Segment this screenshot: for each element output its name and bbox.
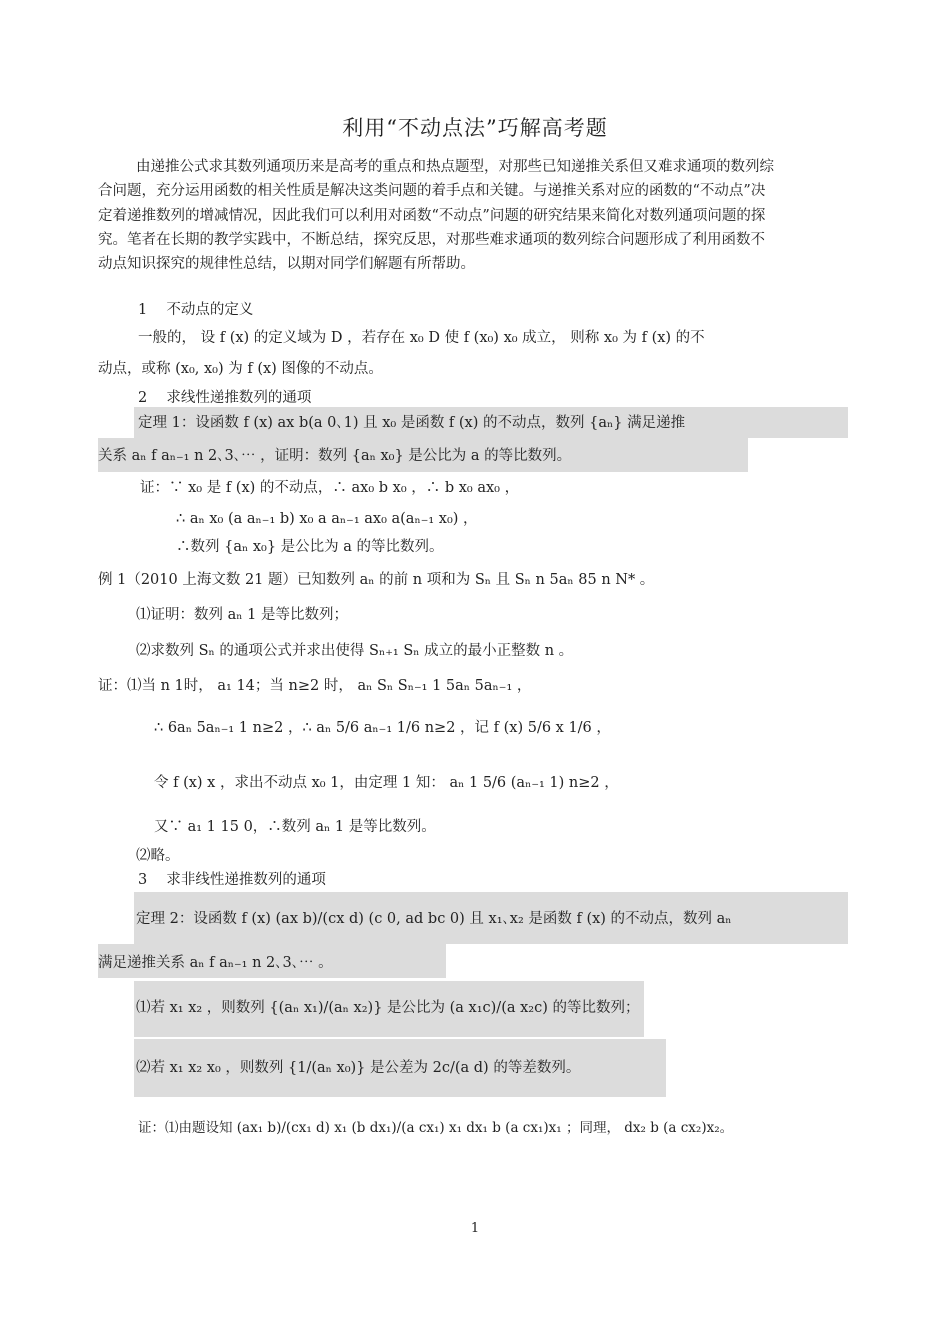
solution-line-5: ⑵略。	[136, 848, 180, 864]
theorem-2-case-2: ⑵若 x₁ x₂ x₀ ，则数列 {1/(aₙ x₀)} 是公差为 2c/(a d) 的等差数列。	[136, 1060, 581, 1076]
intro-paragraph: 由递推公式求其数列通项历来是高考的重点和热点题型，对那些已知递推关系但又难求通项的数列综合问题，充分运用函数的相关性质是解决这类问题的着手点和关键。与递推关系对应的函数的“不动点”决定着递推数列的增减情况，因此我们可以利用对函数“不动点”问题的研究结果来简化对数列通项问题的探究。笔者在长期的教学实践中，不断总结，探究反思，对那些难求通项的数列综合问题形成了利用函数不动点知识探究的规律性总结，以期对同学们解题有所帮助。	[98, 159, 774, 273]
solution-line-1: 证：⑴当 n 1时， a₁ 14；当 n≥2 时， aₙ Sₙ Sₙ₋₁ 1 5aₙ 5aₙ₋₁ ，	[98, 678, 532, 694]
section-heading-1: 1 不动点的定义	[138, 302, 254, 318]
proof-2-line-1: 证：⑴由题设知 (ax₁ b)/(cx₁ d) x₁ (b dx₁)/(a cx₁) x₁ dx₁ b (a cx₁)x₁ ；同理， dx₂ b (a cx₂)x₂。	[138, 1120, 734, 1136]
section-heading-2: 2 求线性递推数列的通项	[138, 390, 312, 406]
theorem-2-line-2: 满足递推关系 aₙ f aₙ₋₁ n 2､3､⋯ 。	[98, 955, 333, 971]
example-1-statement: 例 1（2010 上海文数 21 题）已知数列 aₙ 的前 n 项和为 Sₙ 且 Sₙ n 5aₙ 85 n N* 。	[98, 572, 655, 588]
theorem-2-line-1: 定理 2：设函数 f (x) (ax b)/(cx d) (c 0, ad bc 0) 且 x₁､x₂ 是函数 f (x) 的不动点，数列 aₙ	[136, 911, 732, 927]
theorem-1-line-2: 关系 aₙ f aₙ₋₁ n 2､3､⋯ ，证明：数列 {aₙ x₀} 是公比为 a 的等比数列。	[98, 448, 572, 464]
section-heading-3: 3 求非线性递推数列的通项	[138, 872, 326, 888]
theorem-2-case-1: ⑴若 x₁ x₂ ，则数列 {(aₙ x₁)/(aₙ x₂)} 是公比为 (a x₁c)/(a x₂c) 的等比数列；	[136, 1000, 640, 1016]
theorem-1-line-1: 定理 1：设函数 f (x) ax b(a 0､1) 且 x₀ 是函数 f (x) 的不动点，数列 {aₙ} 满足递推	[138, 415, 686, 431]
solution-line-4: 又∵ a₁ 1 15 0，∴数列 aₙ 1 是等比数列。	[154, 819, 436, 835]
proof-1-line-2: ∴ aₙ x₀ (a aₙ₋₁ b) x₀ a aₙ₋₁ ax₀ a(aₙ₋₁ x₀) ，	[176, 511, 478, 527]
example-1-question-2: ⑵求数列 Sₙ 的通项公式并求出使得 Sₙ₊₁ Sₙ 成立的最小正整数 n 。	[136, 643, 574, 659]
definition-line-1: 一般的， 设 f (x) 的定义域为 D ，若存在 x₀ D 使 f (x₀) x₀ 成立， 则称 x₀ 为 f (x) 的不	[138, 330, 705, 346]
page-title: 利用“不动点法”巧解高考题	[342, 116, 608, 140]
proof-1-line-1: 证：∵ x₀ 是 f (x) 的不动点，∴ ax₀ b x₀ ，∴ b x₀ ax₀ ，	[140, 480, 520, 496]
definition-line-2: 动点，或称 (x₀, x₀) 为 f (x) 图像的不动点。	[98, 361, 383, 377]
example-1-question-1: ⑴证明：数列 aₙ 1 是等比数列；	[136, 607, 348, 623]
solution-line-3: 令 f (x) x ，求出不动点 x₀ 1，由定理 1 知： aₙ 1 5/6 (aₙ₋₁ 1) n≥2 ，	[154, 775, 619, 791]
page-number: 1	[470, 1221, 480, 1236]
solution-line-2: ∴ 6aₙ 5aₙ₋₁ 1 n≥2 ，∴ aₙ 5/6 aₙ₋₁ 1/6 n≥2 ，记 f (x) 5/6 x 1/6 ，	[154, 720, 611, 736]
proof-1-line-3: ∴数列 {aₙ x₀} 是公比为 a 的等比数列。	[176, 539, 444, 555]
